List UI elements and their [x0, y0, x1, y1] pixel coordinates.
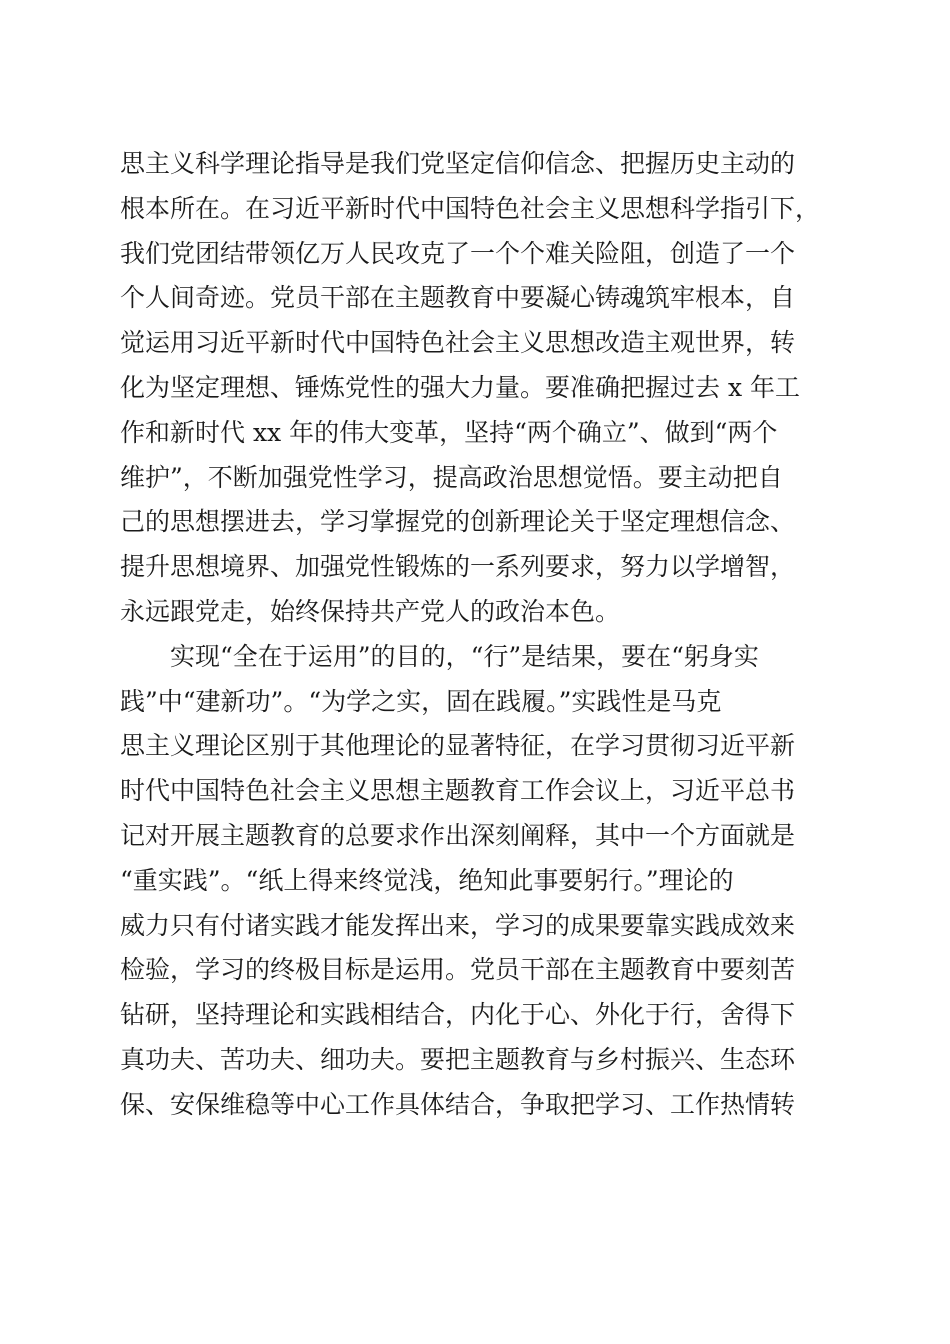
text-line: 实现“全在于运用”的目的，“行”是结果，要在“躬身实 [120, 641, 759, 671]
text-line: 思主义科学理论指导是我们党坚定信仰信念、把握历史主动的 [120, 149, 796, 178]
text-line: 作和新时代 xx 年的伟大变革，坚持“两个确立”、做到“两个 [120, 417, 778, 447]
text-line: 维护”，不断加强党性学习，提高政治思想觉悟。要主动把自 [120, 462, 783, 492]
text-line: 时代中国特色社会主义思想主题教育工作会议上，习近平总书 [120, 776, 796, 806]
text-line: 践”中“建新功”。“为学之实，固在践履。”实践性是马克 [120, 686, 722, 716]
text-line: 真功夫、苦功夫、细功夫。要把主题教育与乡村振兴、生态环 [120, 1044, 796, 1074]
body-text [120, 142, 830, 1128]
text-line: 思主义理论区别于其他理论的显著特征，在学习贯彻习近平新 [120, 731, 796, 761]
text-line: “重实践”。“纸上得来终觉浅，绝知此事要躬行。”理论的 [120, 865, 734, 895]
text-line: 己的思想摆进去，学习掌握党的创新理论关于坚定理想信念、 [120, 507, 796, 537]
text-line: 个人间奇迹。党员干部在主题教育中要凝心铸魂筑牢根本，自 [120, 283, 796, 313]
text-line: 钻研，坚持理论和实践相结合，内化于心、外化于行，舍得下 [120, 1000, 796, 1030]
text-line: 记对开展主题教育的总要求作出深刻阐释，其中一个方面就是 [120, 820, 796, 850]
text-line: 检验，学习的终极目标是运用。党员干部在主题教育中要刻苦 [120, 955, 796, 985]
text-line: 化为坚定理想、锤炼党性的强大力量。要准确把握过去 x 年工 [120, 372, 800, 402]
text-line: 我们党团结带领亿万人民攻克了一个个难关险阻，创造了一个 [120, 238, 796, 268]
text-line: 永远跟党走，始终保持共产党人的政治本色。 [120, 596, 621, 626]
text-line: 根本所在。在习近平新时代中国特色社会主义思想科学指引下， [120, 193, 821, 223]
text-line: 威力只有付诸实践才能发挥出来，学习的成果要靠实践成效来 [120, 910, 796, 940]
text-line: 保、安保维稳等中心工作具体结合，争取把学习、工作热情转 [120, 1089, 796, 1119]
text-line: 提升思想境界、加强党性锻炼的一系列要求，努力以学增智， [120, 552, 796, 582]
text-line: 觉运用习近平新时代中国特色社会主义思想改造主观世界，转 [120, 328, 796, 358]
